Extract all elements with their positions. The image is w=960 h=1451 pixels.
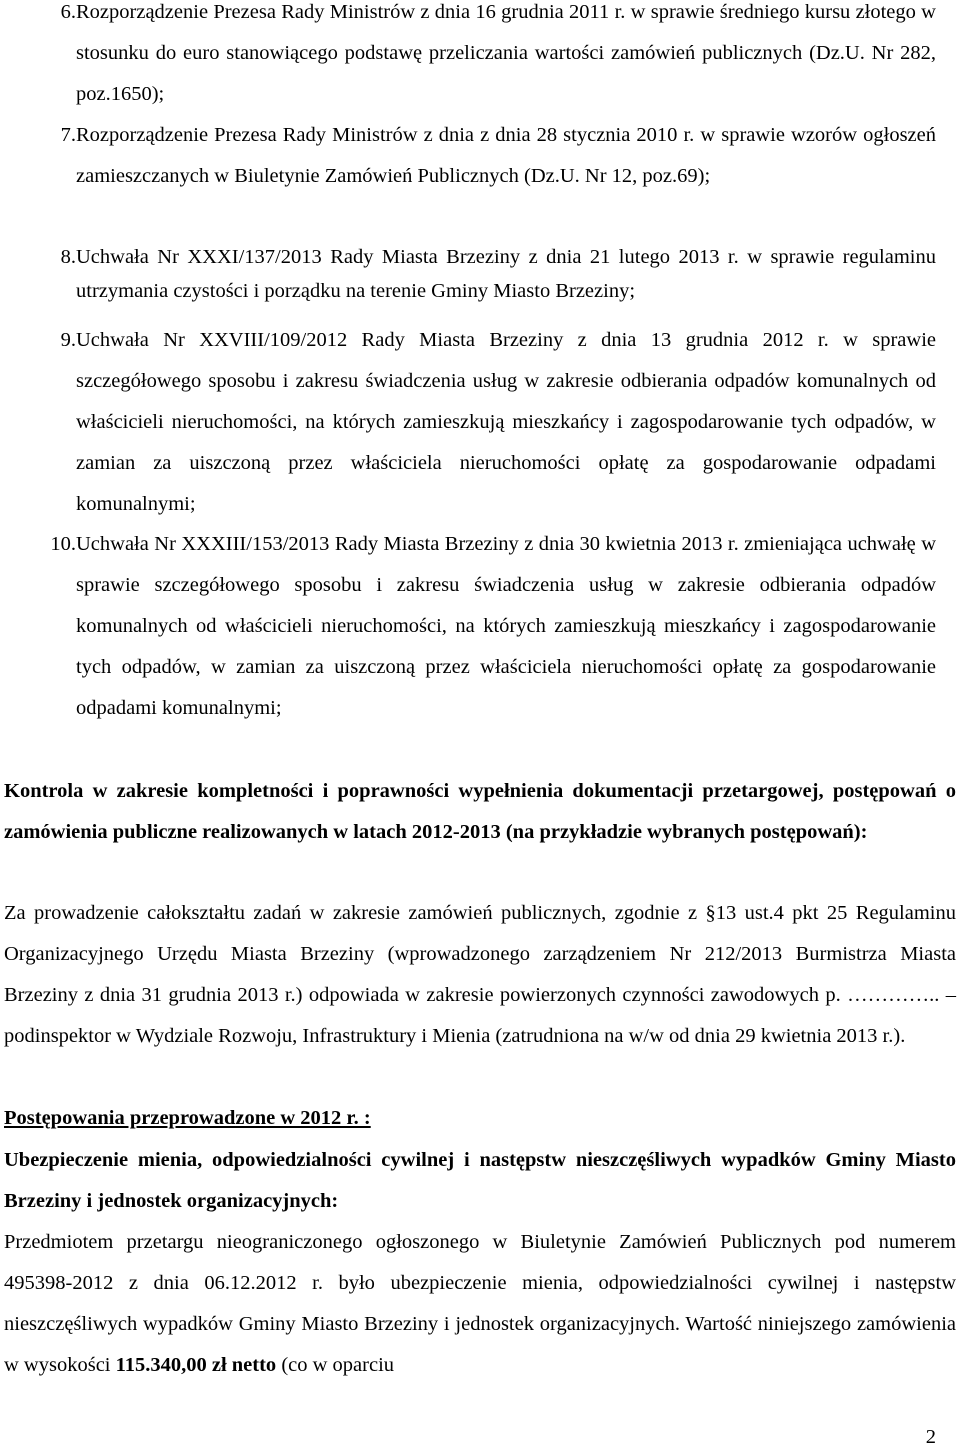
insurance-amount: 115.340,00 zł netto [115, 1354, 277, 1376]
control-heading: Kontrola w zakresie kompletności i poprawności wypełnienia dokumentacji przetargowej, postępowań o zamówienia publiczne realizowanych w latach 2012-2013 (na przykładzie wybranych postępowań): [4, 780, 956, 843]
list-item-text: Uchwała Nr XXXIII/153/2013 Rady Miasta Brzeziny z dnia 30 kwietnia 2013 r. zmieniająca uchwałę w sprawie szczegółowego sposobu i zakresu świadczenia usług w zakresie odbierania odpadów komunalnych od właścicieli nieruchomości, na których zamieszkują mieszkańcy i zagospodarowanie tych odpadów, w zamian za uiszczoną przez właściciela nieruchomości opłatę za gospodarowanie odpadami komunalnymi; [76, 533, 936, 719]
responsibility-paragraph: Za prowadzenie całokształtu zadań w zakresie zamówień publicznych, zgodnie z §13 ust.4 pkt 25 Regulaminu Organizacyjnego Urzędu Miasta Brzeziny (wprowadzonego zarządzeniem Nr 212/2013 Burmistrza Miasta Brzeziny z dnia 31 grudnia 2013 r.) odpowiada w zakresie powierzonych czynności zawodowych p. ………….. – podinspektor w Wydziale Rozwoju, Infrastruktury i Mienia (zatrudniona na w/w od dnia 29 kwietnia 2013 r.). [4, 902, 956, 1047]
list-item-text: Uchwała Nr XXVIII/109/2012 Rady Miasta Brzeziny z dnia 13 grudnia 2012 r. w sprawie szczegółowego sposobu i zakresu świadczenia usług w zakresie odbierania odpadów komunalnych od właścicieli nieruchomości, na których zamieszkują mieszkańcy i zagospodarowanie tych odpadów, w zamian za uiszczoną przez właściciela nieruchomości opłatę za gospodarowanie odpadami komunalnymi; [76, 329, 936, 515]
list-item-number: 10. [50, 533, 76, 555]
insurance-paragraph [4, 1222, 956, 1386]
list-item-text: Uchwała Nr XXXI/137/2013 Rady Miasta Brzeziny z dnia 21 lutego 2013 r. w sprawie regulaminu utrzymania czystości i porządku na terenie Gminy Miasto Brzeziny; [76, 246, 936, 302]
list-item [0, 115, 960, 197]
list-item [0, 240, 960, 308]
list-item [0, 320, 960, 525]
list-item-number: 9. [60, 329, 76, 351]
insurance-paragraph-start: Przedmiotem przetargu nieograniczonego ogłoszonego w Biuletynie Zamówień Publicznych pod numerem 495398-2012 z dnia 06.12.2012 r. było ubezpieczenie mienia, odpowiedzialności cywilnej i następstw nieszczęśliwych wypadków Gminy Miasto Brzeziny i jednostek organizacyjnych. Wartość niniejszego zamówienia w wysokości [4, 1231, 956, 1376]
insurance-heading: Ubezpieczenie mienia, odpowiedzialności cywilnej i następstw nieszczęśliwych wypadków Gminy Miasto Brzeziny i jednostek organizacyjnych: [4, 1149, 956, 1212]
list-item-number: 6. [60, 1, 76, 23]
list-item-text: Rozporządzenie Prezesa Rady Ministrów z dnia 16 grudnia 2011 r. w sprawie średniego kursu złotego w stosunku do euro stanowiącego podstawę przeliczania wartości zamówień publicznych (Dz.U. Nr 282, poz.1650); [76, 1, 936, 105]
list-item [0, 0, 960, 115]
list-item-text: Rozporządzenie Prezesa Rady Ministrów z dnia z dnia 28 stycznia 2010 r. w sprawie wzorów ogłoszeń zamieszczanych w Biuletynie Zamówień Publicznych (Dz.U. Nr 12, poz.69); [76, 124, 936, 187]
list-item-number: 8. [60, 246, 76, 268]
page-number: 2 [925, 1426, 936, 1448]
proceedings-heading: Postępowania przeprowadzone w 2012 r. : [4, 1107, 371, 1129]
list-item-number: 7. [60, 124, 76, 146]
list-item [0, 524, 960, 729]
insurance-paragraph-end: (co w oparciu [276, 1354, 395, 1376]
